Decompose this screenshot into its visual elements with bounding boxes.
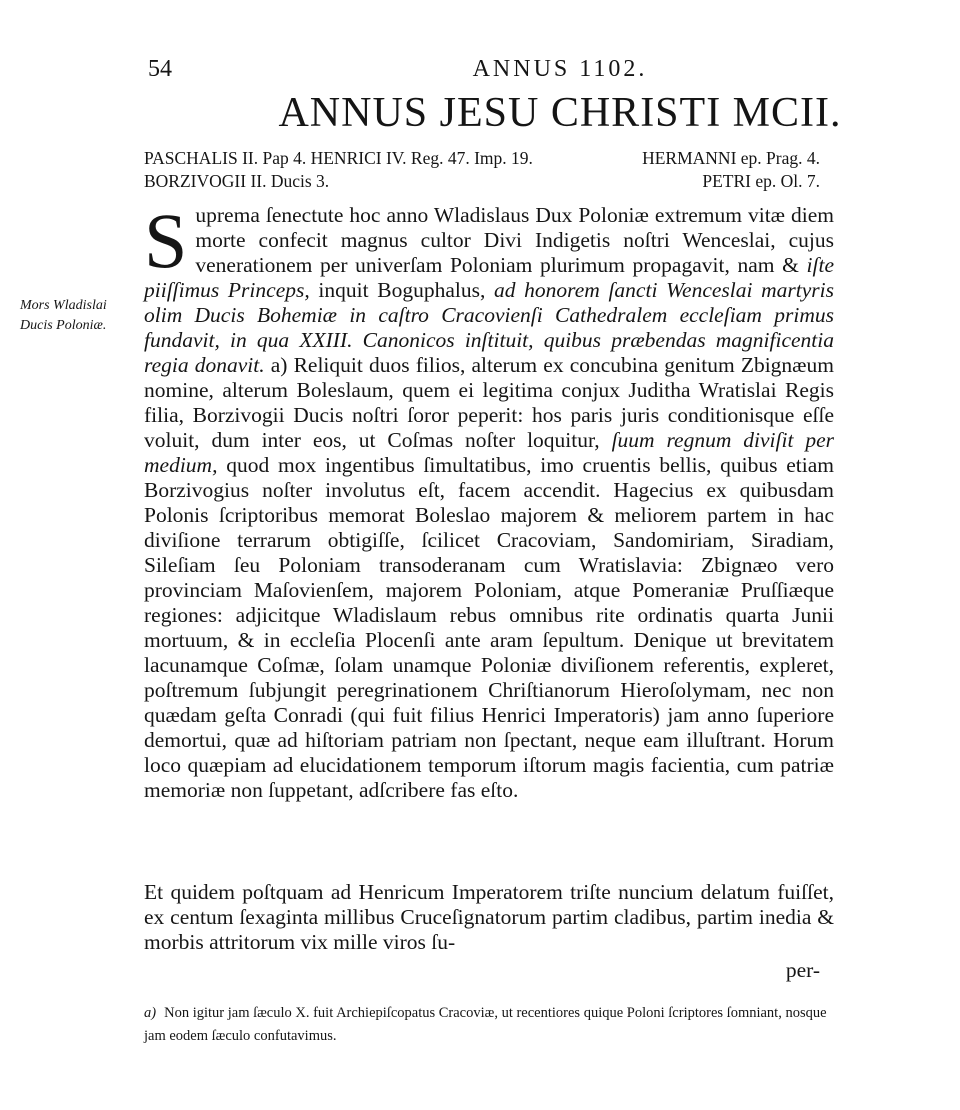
margin-note: Mors Wladislai Ducis Poloniæ.	[20, 298, 107, 333]
text-segment: a) Reliquit duos filios, alterum ex concubina genitum Zbignæum nomine, alterum Boleslaum, quem ei legitima conjux Juditha Wratislai Regis filia, Borzivogii Ducis noſtri ſoror peperit: hos paris juris conditionisque eſſe voluit, dum inter eos, ut Coſmas noſter loquitur,	[144, 353, 834, 452]
catchword: per-	[785, 958, 820, 982]
page-number: 54	[148, 56, 172, 82]
text-segment: ad honorem ſancti Wenceslai martyris olim Ducis Bohemiæ in caſtro Cracovienſi Cathedralem eccleſiam primus fundavit, in qua XXIII. Canonicos inſtituit, quibus præbendas magnificentia regia donavit.	[144, 278, 834, 377]
footnote	[144, 1002, 834, 1048]
page-title: ANNUS JESU CHRISTI MCII.	[278, 90, 842, 136]
meta-row2-right: PETRI ep. Ol. 7.	[702, 171, 820, 191]
text-segment: uprema ſenectute hoc anno Wladislaus Dux Poloniæ extremum vitæ diem morte confecit magnus cultor Divi Indigetis noſtri Wenceslai, cujus venerationem per univerſam Poloniam plurimum propagavit, nam &	[195, 203, 834, 277]
footnote-text: Non igitur jam ſæculo X. fuit Archiepiſcopatus Cracoviæ, ut recentiores quique Poloni ſcriptores ſomniant, nosque jam eodem ſæculo confutavimus.	[144, 1005, 827, 1044]
footnote-marker: a)	[144, 1005, 157, 1021]
paragraph-1-body	[144, 197, 834, 802]
paragraph-2: Et quidem poſtquam ad Henricum Imperatorem triſte nuncium delatum fuiſſet, ex centum ſexaginta millibus Cruceſignatorum partim cladibus, partim inedia & morbis attritorum vix mille viros ſu-	[144, 880, 834, 954]
text-segment: inquit Boguphalus,	[309, 278, 494, 302]
meta-row1-left: PASCHALIS II. Pap 4. HENRICI IV. Reg. 47. Imp. 19.	[144, 148, 533, 168]
paragraph-1	[144, 197, 834, 803]
text-segment: ſuum regnum diviſit per medium,	[144, 428, 834, 477]
running-head: ANNUS 1102.	[472, 56, 648, 82]
meta-row2-left: BORZIVOGII II. Ducis 3.	[144, 171, 330, 191]
meta-row1-right: HERMANNI ep. Prag. 4.	[642, 148, 820, 168]
drop-cap: S	[144, 197, 188, 284]
text-segment: iſte piiſſimus Princeps,	[144, 253, 834, 302]
text-segment: quod mox ingentibus ſimultatibus, imo cruentis bellis, quibus etiam Borzivogius noſter involutus eſt, facem accendit. Hagecius ex quibusdam Polonis ſcriptoribus memorat Boleslao majorem & meliorem partem in hac diviſione terrarum obtigiſſe, ſcilicet Cracoviam, Sandomiriam, Siradiam, Sileſiam ſeu Poloniam transoderanam cum Wratislavia: Zbignæo vero provinciam Maſovienſem, majorem Poloniam, atque Pomeraniæ Pruſſiæque regiones: adjicitque Wladislaum rebus omnibus rite ordinatis quarta Junii mortuum, & in eccleſia Plocenſi ante aram ſepultum. Denique ut brevitatem lacunamque Coſmæ, ſolam unamque Poloniæ diviſionem referentis, expleret, poſtremum ſubjungit peregrinationem Chriſtianorum Hieroſolymam, nec non quædam geſta Conradi (qui fuit filius Henrici Imperatoris) jam anno ſuperiore demortui, quæ ad hiſtoriam patriam non ſpectant, neque eam illuſtrant. Horum loco quæpiam ad elucidationem temporum iſtorum magis facientia, cum patriæ memoriæ non ſuppetant, adſcribere fas eſto.	[144, 453, 834, 802]
